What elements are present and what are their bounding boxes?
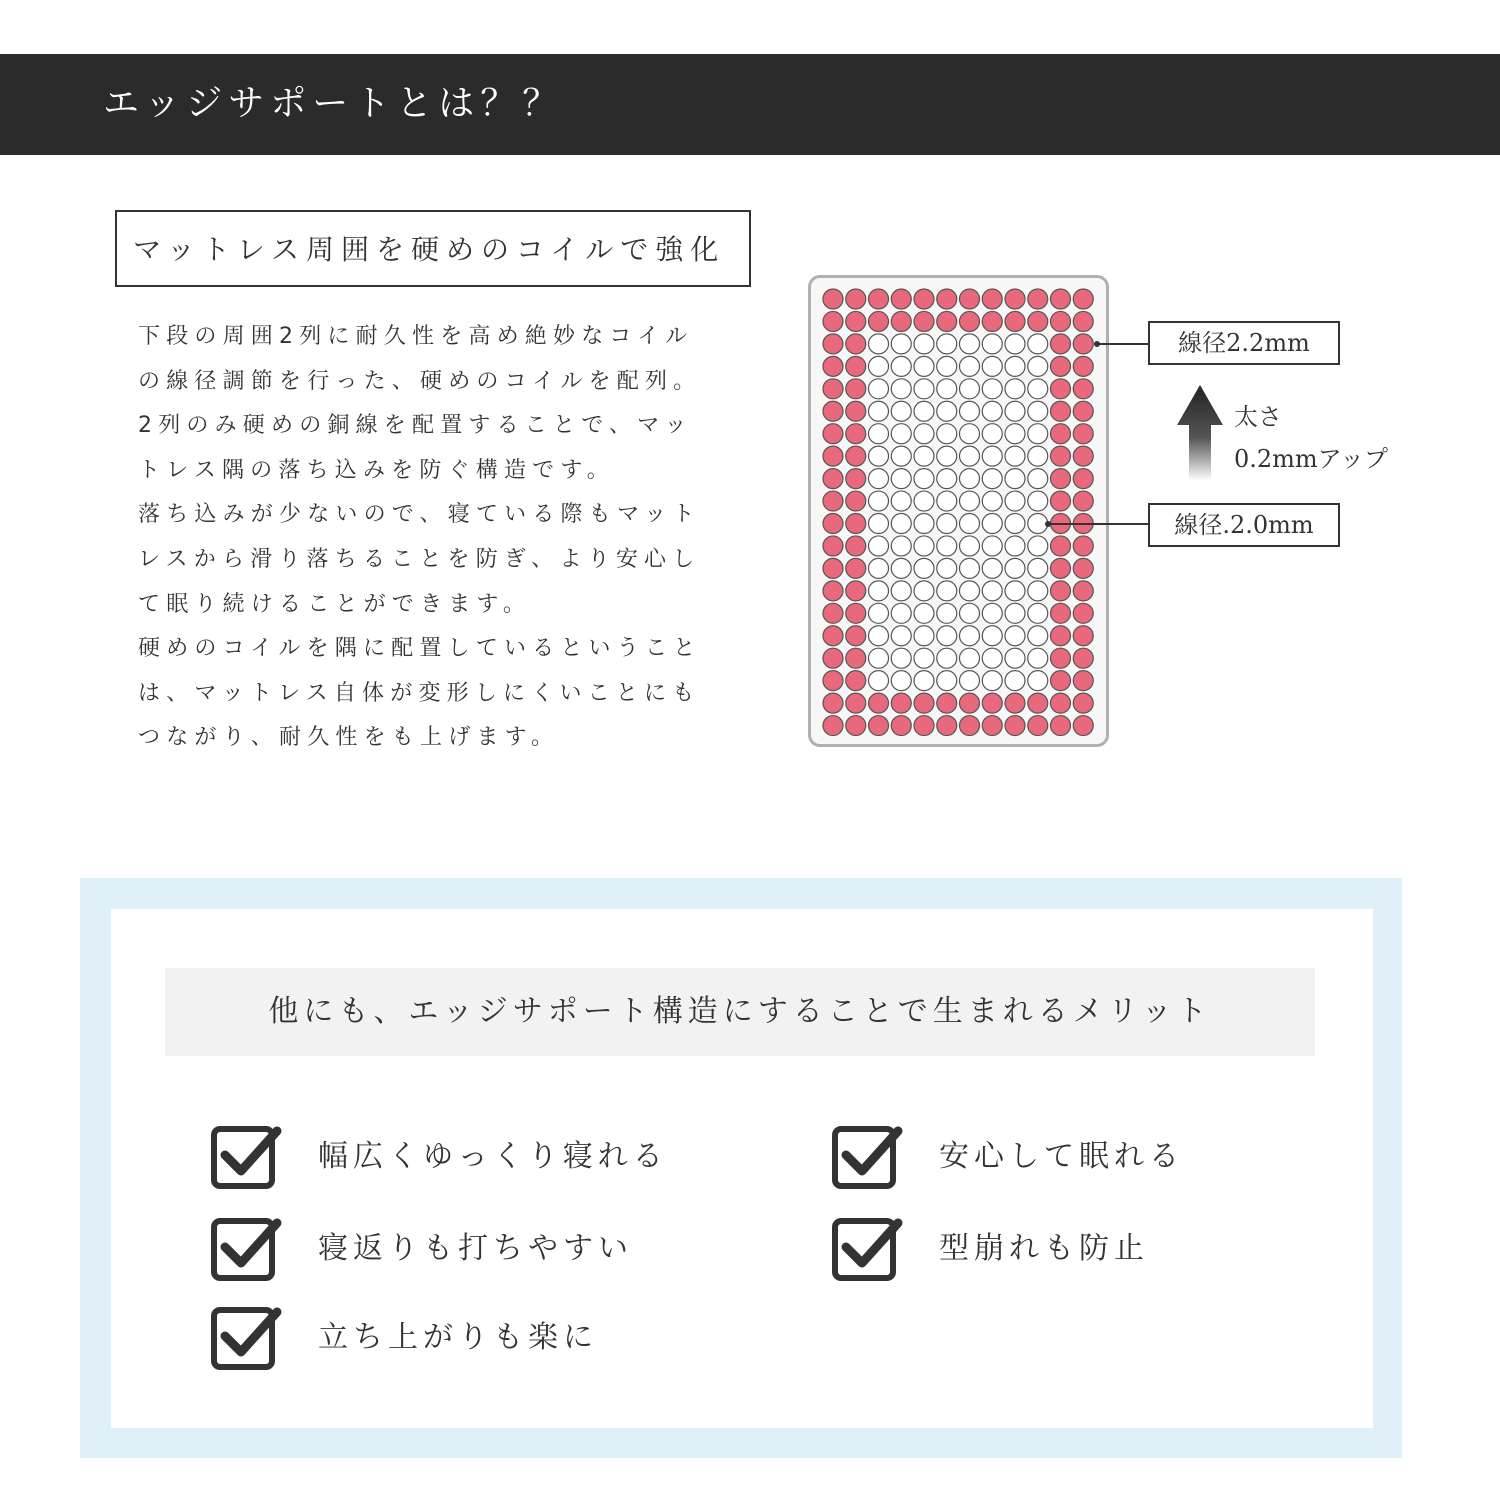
inner-coil: [891, 491, 911, 511]
inner-coil: [960, 648, 980, 668]
inner-coil: [1028, 446, 1048, 466]
inner-coil: [869, 581, 889, 601]
inner-coil: [891, 334, 911, 354]
inner-coil: [960, 581, 980, 601]
edge-coil: [846, 514, 866, 534]
inner-coil: [1028, 558, 1048, 578]
description-line: て眠り続けることができます。: [138, 591, 532, 617]
inner-coil: [1005, 671, 1025, 691]
edge-coil: [869, 693, 889, 713]
edge-coil: [1051, 334, 1071, 354]
merit-label: 寝返りも打ちやすい: [318, 1231, 633, 1266]
edge-coil: [1028, 693, 1048, 713]
inner-coil: [937, 603, 957, 623]
up-arrow-icon: [1175, 385, 1225, 485]
inner-coil: [914, 446, 934, 466]
edge-coil: [914, 311, 934, 331]
inner-coil: [914, 334, 934, 354]
edge-coil: [1028, 716, 1048, 736]
inner-coil: [869, 469, 889, 489]
inner-coil: [869, 446, 889, 466]
checkbox-checked-icon: [211, 1306, 283, 1372]
inner-coil: [1028, 648, 1048, 668]
edge-coil: [846, 536, 866, 556]
inner-coil: [1005, 446, 1025, 466]
inner-coil: [1028, 401, 1048, 421]
inner-coil: [937, 424, 957, 444]
inner-coil: [891, 581, 911, 601]
edge-coil: [1073, 693, 1093, 713]
edge-coil: [846, 401, 866, 421]
edge-coil: [823, 716, 843, 736]
outer-coil-leader-line: [1097, 343, 1148, 345]
edge-coil: [1073, 491, 1093, 511]
inner-coil: [914, 558, 934, 578]
edge-coil: [914, 693, 934, 713]
edge-coil: [846, 693, 866, 713]
edge-coil: [1051, 446, 1071, 466]
inner-coil: [891, 514, 911, 534]
inner-coil: [982, 648, 1002, 668]
inner-coil: [960, 536, 980, 556]
inner-coil: [914, 536, 934, 556]
inner-coil: [937, 334, 957, 354]
description-line: つながり、耐久性をも上げます。: [138, 725, 560, 751]
inner-coil: [1005, 581, 1025, 601]
edge-coil: [823, 289, 843, 309]
edge-coil: [937, 289, 957, 309]
inner-coil: [891, 424, 911, 444]
inner-coil: [960, 469, 980, 489]
edge-coil: [823, 514, 843, 534]
edge-coil: [869, 716, 889, 736]
inner-coil: [937, 514, 957, 534]
edge-coil: [823, 446, 843, 466]
inner-coil: [1005, 379, 1025, 399]
inner-coil: [1028, 603, 1048, 623]
edge-coil: [1005, 716, 1025, 736]
inner-coil: [914, 603, 934, 623]
inner-coil: [914, 491, 934, 511]
inner-coil: [1005, 491, 1025, 511]
inner-coil: [960, 558, 980, 578]
edge-coil: [846, 491, 866, 511]
inner-coil: [1028, 334, 1048, 354]
inner-coil: [869, 603, 889, 623]
inner-coil: [982, 334, 1002, 354]
inner-coil: [914, 469, 934, 489]
inner-coil: [982, 581, 1002, 601]
edge-coil: [960, 289, 980, 309]
description-text: [138, 315, 738, 761]
inner-coil: [1005, 558, 1025, 578]
merit-label: 型崩れも防止: [939, 1231, 1149, 1266]
inner-coil: [960, 334, 980, 354]
edge-coil: [1051, 603, 1071, 623]
inner-coil: [937, 558, 957, 578]
section-subtitle: マットレス周囲を硬めのコイルで強化: [133, 233, 726, 266]
edge-coil: [1073, 626, 1093, 646]
edge-coil: [846, 581, 866, 601]
edge-coil: [846, 379, 866, 399]
edge-coil: [823, 356, 843, 376]
inner-coil: [914, 379, 934, 399]
edge-coil: [1051, 716, 1071, 736]
inner-coil: [891, 446, 911, 466]
edge-coil: [891, 693, 911, 713]
inner-coil: [960, 514, 980, 534]
edge-coil: [1028, 289, 1048, 309]
edge-coil: [982, 693, 1002, 713]
inner-coil: [1005, 424, 1025, 444]
edge-coil: [1073, 401, 1093, 421]
checkbox-checked-icon: [832, 1125, 904, 1191]
inner-coil-leader-dot: [1045, 521, 1051, 527]
inner-coil: [891, 626, 911, 646]
inner-coil: [891, 603, 911, 623]
edge-coil: [846, 446, 866, 466]
edge-coil: [960, 693, 980, 713]
inner-coil: [891, 536, 911, 556]
inner-coil: [869, 334, 889, 354]
description-line: 下段の周囲2列に耐久性を高め絶妙なコイル: [138, 324, 694, 349]
edge-coil: [1051, 356, 1071, 376]
inner-coil: [982, 401, 1002, 421]
edge-coil: [1051, 311, 1071, 331]
inner-coil: [869, 558, 889, 578]
edge-coil: [846, 469, 866, 489]
inner-coil: [1028, 581, 1048, 601]
inner-coil: [914, 626, 934, 646]
inner-coil: [1005, 401, 1025, 421]
edge-coil: [1005, 311, 1025, 331]
inner-coil: [982, 558, 1002, 578]
checkbox-checked-icon: [211, 1217, 283, 1283]
edge-coil: [823, 334, 843, 354]
edge-coil: [823, 693, 843, 713]
inner-coil: [982, 536, 1002, 556]
inner-coil: [960, 671, 980, 691]
merit-label: 安心して眠れる: [939, 1139, 1184, 1174]
edge-coil: [823, 626, 843, 646]
edge-coil: [891, 311, 911, 331]
edge-coil: [960, 311, 980, 331]
edge-coil: [1005, 693, 1025, 713]
inner-coil: [1005, 536, 1025, 556]
inner-coil: [1028, 469, 1048, 489]
inner-coil: [1005, 514, 1025, 534]
inner-coil: [869, 514, 889, 534]
description-line: トレス隅の落ち込みを防ぐ構造です。: [138, 457, 615, 483]
inner-coil: [869, 626, 889, 646]
inner-coil: [1028, 626, 1048, 646]
edge-coil: [1051, 558, 1071, 578]
checkbox-checked-icon: [832, 1217, 904, 1283]
inner-coil: [982, 514, 1002, 534]
edge-coil: [1051, 536, 1071, 556]
edge-coil: [1073, 356, 1093, 376]
edge-coil: [914, 716, 934, 736]
edge-coil: [1073, 581, 1093, 601]
inner-coil: [891, 379, 911, 399]
inner-coil: [914, 356, 934, 376]
inner-coil: [937, 446, 957, 466]
inner-coil: [914, 671, 934, 691]
inner-coil: [869, 491, 889, 511]
edge-coil: [823, 401, 843, 421]
inner-coil: [891, 401, 911, 421]
edge-coil: [1073, 536, 1093, 556]
inner-coil: [937, 379, 957, 399]
edge-coil: [1073, 716, 1093, 736]
merit-label: 幅広くゆっくり寝れる: [318, 1139, 668, 1174]
edge-coil: [846, 424, 866, 444]
inner-coil: [914, 648, 934, 668]
edge-coil: [1073, 671, 1093, 691]
inner-coil: [937, 671, 957, 691]
outer-coil-leader-dot: [1094, 341, 1100, 347]
inner-coil: [1005, 603, 1025, 623]
edge-coil: [869, 289, 889, 309]
inner-coil: [869, 401, 889, 421]
inner-coil: [982, 379, 1002, 399]
inner-coil: [869, 356, 889, 376]
merit-title: 他にも、エッジサポート構造にすることで生まれるメリット: [268, 994, 1212, 1029]
inner-coil: [982, 626, 1002, 646]
inner-coil: [1028, 536, 1048, 556]
edge-coil: [914, 289, 934, 309]
edge-coil: [823, 491, 843, 511]
edge-coil: [846, 671, 866, 691]
inner-coil: [891, 648, 911, 668]
edge-coil: [1073, 469, 1093, 489]
inner-coil: [1005, 626, 1025, 646]
edge-coil: [823, 581, 843, 601]
inner-coil: [869, 648, 889, 668]
edge-coil: [982, 311, 1002, 331]
inner-coil: [869, 424, 889, 444]
edge-coil: [937, 693, 957, 713]
thickness-note: [1234, 396, 1388, 480]
inner-coil: [914, 401, 934, 421]
inner-coil: [891, 356, 911, 376]
inner-coil: [1028, 491, 1048, 511]
description-line: の線径調節を行った、硬めのコイルを配列。: [138, 368, 702, 394]
edge-coil: [846, 626, 866, 646]
edge-coil: [846, 603, 866, 623]
inner-coil: [960, 446, 980, 466]
edge-coil: [1073, 424, 1093, 444]
inner-coil: [960, 491, 980, 511]
inner-coil: [982, 356, 1002, 376]
edge-coil: [846, 648, 866, 668]
edge-coil: [1051, 648, 1071, 668]
edge-coil: [823, 558, 843, 578]
inner-coil: [937, 401, 957, 421]
edge-coil: [1073, 603, 1093, 623]
inner-coil-leader-line: [1048, 523, 1148, 525]
inner-coil: [960, 424, 980, 444]
inner-coil: [891, 558, 911, 578]
edge-coil: [937, 311, 957, 331]
edge-coil: [846, 356, 866, 376]
description-line: は、マットレス自体が変形しにくいことにも: [138, 680, 701, 706]
edge-coil: [1073, 289, 1093, 309]
edge-coil: [1051, 693, 1071, 713]
inner-coil: [891, 469, 911, 489]
description-line: 落ち込みが少ないので、寝ている際もマット: [138, 502, 701, 528]
inner-coil: [960, 356, 980, 376]
inner-coil: [960, 379, 980, 399]
inner-coil: [937, 626, 957, 646]
inner-coil: [1028, 379, 1048, 399]
edge-coil: [1073, 558, 1093, 578]
edge-coil: [846, 716, 866, 736]
merit-label: 立ち上がりも楽に: [318, 1320, 598, 1355]
edge-coil: [846, 289, 866, 309]
edge-coil: [891, 289, 911, 309]
edge-coil: [869, 311, 889, 331]
inner-coil: [914, 581, 934, 601]
edge-coil: [1073, 334, 1093, 354]
edge-coil: [1051, 289, 1071, 309]
edge-coil: [1051, 379, 1071, 399]
page-title: エッジサポートとは？？: [103, 83, 565, 124]
edge-coil: [823, 469, 843, 489]
inner-coil: [960, 603, 980, 623]
edge-coil: [823, 536, 843, 556]
inner-coil: [937, 581, 957, 601]
inner-coil: [937, 356, 957, 376]
checkbox-checked-icon: [211, 1125, 283, 1191]
edge-coil: [1051, 424, 1071, 444]
inner-coil: [937, 536, 957, 556]
inner-coil: [982, 446, 1002, 466]
inner-coil: [1005, 334, 1025, 354]
inner-coil: [960, 626, 980, 646]
thickness-note-line-2: 0.2mmアップ: [1234, 445, 1389, 473]
edge-coil: [982, 716, 1002, 736]
coil-grid: [811, 278, 1106, 744]
edge-coil: [846, 558, 866, 578]
edge-coil: [1073, 446, 1093, 466]
edge-coil: [960, 716, 980, 736]
inner-coil: [982, 424, 1002, 444]
edge-coil: [1028, 311, 1048, 331]
edge-coil: [1051, 469, 1071, 489]
edge-coil: [823, 603, 843, 623]
inner-coil: [937, 648, 957, 668]
coil-layout-diagram: [808, 275, 1109, 747]
inner-coil: [982, 671, 1002, 691]
inner-coil: [982, 491, 1002, 511]
edge-coil: [1005, 289, 1025, 309]
edge-coil: [1051, 626, 1071, 646]
edge-coil: [823, 671, 843, 691]
edge-coil: [1051, 491, 1071, 511]
edge-coil: [891, 716, 911, 736]
edge-coil: [846, 311, 866, 331]
edge-coil: [846, 334, 866, 354]
inner-coil: [937, 491, 957, 511]
inner-coil: [869, 671, 889, 691]
edge-coil: [982, 289, 1002, 309]
edge-coil: [1073, 379, 1093, 399]
inner-coil: [1005, 648, 1025, 668]
inner-coil: [960, 401, 980, 421]
inner-coil: [1028, 424, 1048, 444]
edge-coil: [823, 424, 843, 444]
edge-coil: [1073, 311, 1093, 331]
edge-coil: [823, 379, 843, 399]
description-line: 2列のみ硬めの銅線を配置することで、マッ: [138, 413, 693, 439]
inner-coil: [1005, 469, 1025, 489]
edge-coil: [1051, 401, 1071, 421]
outer-coil-label: 線径2.2mm: [1148, 321, 1340, 365]
inner-coil-label: 線径.2.0mm: [1148, 503, 1340, 547]
description-line: 硬めのコイルを隅に配置しているということ: [138, 636, 702, 662]
edge-coil: [1051, 671, 1071, 691]
inner-coil: [891, 671, 911, 691]
edge-coil: [823, 648, 843, 668]
inner-coil: [1028, 356, 1048, 376]
inner-coil: [982, 469, 1002, 489]
edge-coil: [1051, 581, 1071, 601]
inner-coil: [937, 469, 957, 489]
inner-coil: [914, 514, 934, 534]
edge-coil: [937, 716, 957, 736]
edge-coil: [1073, 648, 1093, 668]
description-line: レスから滑り落ちることを防ぎ、より安心し: [138, 546, 701, 572]
inner-coil: [1028, 671, 1048, 691]
edge-coil: [823, 311, 843, 331]
thickness-note-line-1: 太さ: [1234, 403, 1282, 431]
inner-coil: [982, 603, 1002, 623]
inner-coil: [914, 424, 934, 444]
inner-coil: [869, 379, 889, 399]
inner-coil: [869, 536, 889, 556]
inner-coil: [1005, 356, 1025, 376]
